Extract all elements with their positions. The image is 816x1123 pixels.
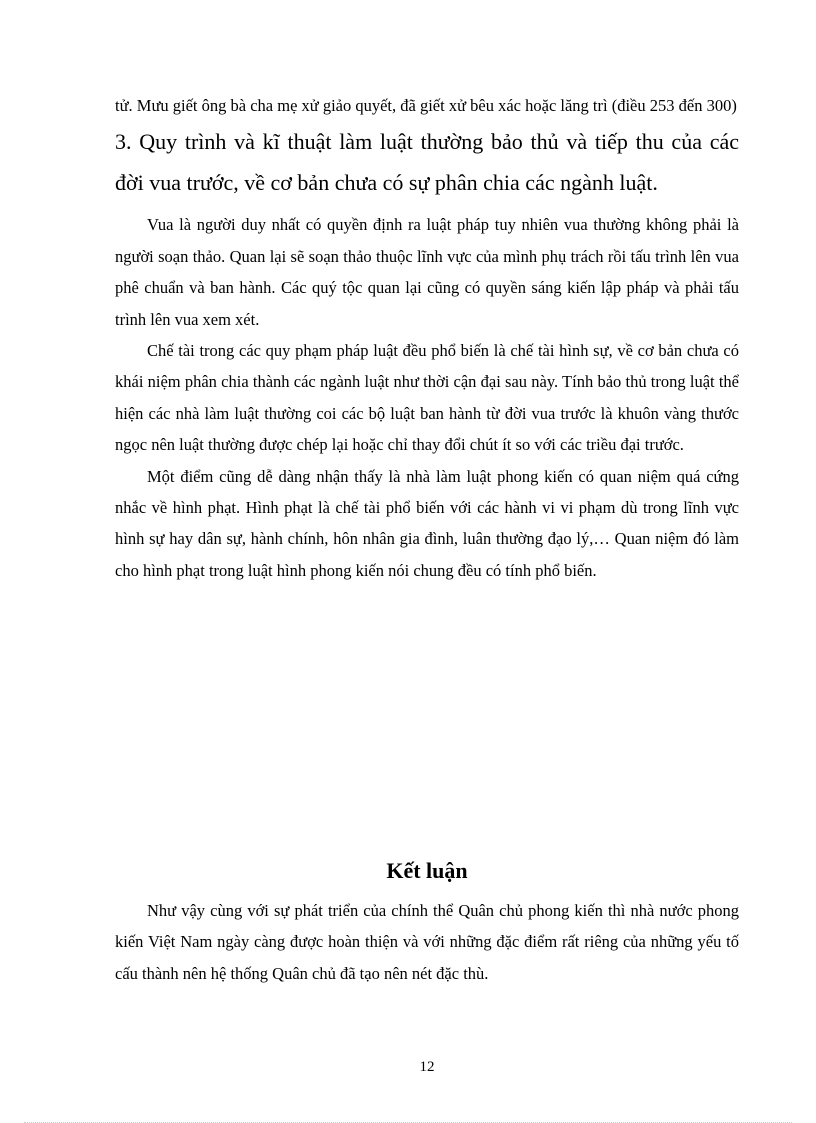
body-paragraph-2: Chế tài trong các quy phạm pháp luật đều phổ biến là chế tài hình sự, về cơ bản chưa có khái niệm phân chia thành các ngành luật như thời cận đại sau này. Tính bảo thủ trong luật thể hiện các nhà làm luật thường coi các bộ luật ban hành từ đời vua trước là khuôn vàng thước ngọc nên luật thường được chép lại hoặc chỉ thay đổi chút ít so với các triều đại trước. [115,341,739,455]
conclusion-title: Kết luận [386,858,468,883]
page-number: 12 [419,1059,435,1075]
body-paragraph-1: Vua là người duy nhất có quyền định ra luật pháp tuy nhiên vua thường không phải là người soạn thảo. Quan lại sẽ soạn thảo thuộc lĩnh vực của mình phụ trách rồi tấu trình lên vua phê chuẩn và ban hành. Các quý tộc quan lại cũng có quyền sáng kiến lập pháp và phải tấu trình lên vua xem xét. [115,215,739,329]
main-content [115,90,739,586]
section-heading: 3. Quy trình và kĩ thuật làm luật thường bảo thủ và tiếp thu của các đời vua trước, về cơ bản chưa có sự phân chia các ngành luật. [115,129,739,196]
continued-paragraph: tử. Mưu giết ông bà cha mẹ xử giảo quyết, đã giết xử bêu xác hoặc lăng trì (điều 253 đến 300) [115,96,737,115]
body-paragraph-3: Một điểm cũng dễ dàng nhận thấy là nhà làm luật phong kiến có quan niệm quá cứng nhắc về hình phạt. Hình phạt là chế tài phổ biến với các hành vi vi phạm dù trong lĩnh vực hình sự hay dân sự, hành chính, hôn nhân gia đình, luân thường đạo lý,… Quan niệm đó làm cho hình phạt trong luật hình phong kiến nói chung đều có tính phổ biến. [115,466,739,580]
conclusion-section [115,895,739,989]
conclusion-paragraph: Như vậy cùng với sự phát triển của chính thể Quân chủ phong kiến thì nhà nước phong kiến Việt Nam ngày càng được hoàn thiện và với những đặc điểm rất riêng của những yếu tố cấu thành nên hệ thống Quân chủ đã tạo nên nét đặc thù. [115,901,739,983]
